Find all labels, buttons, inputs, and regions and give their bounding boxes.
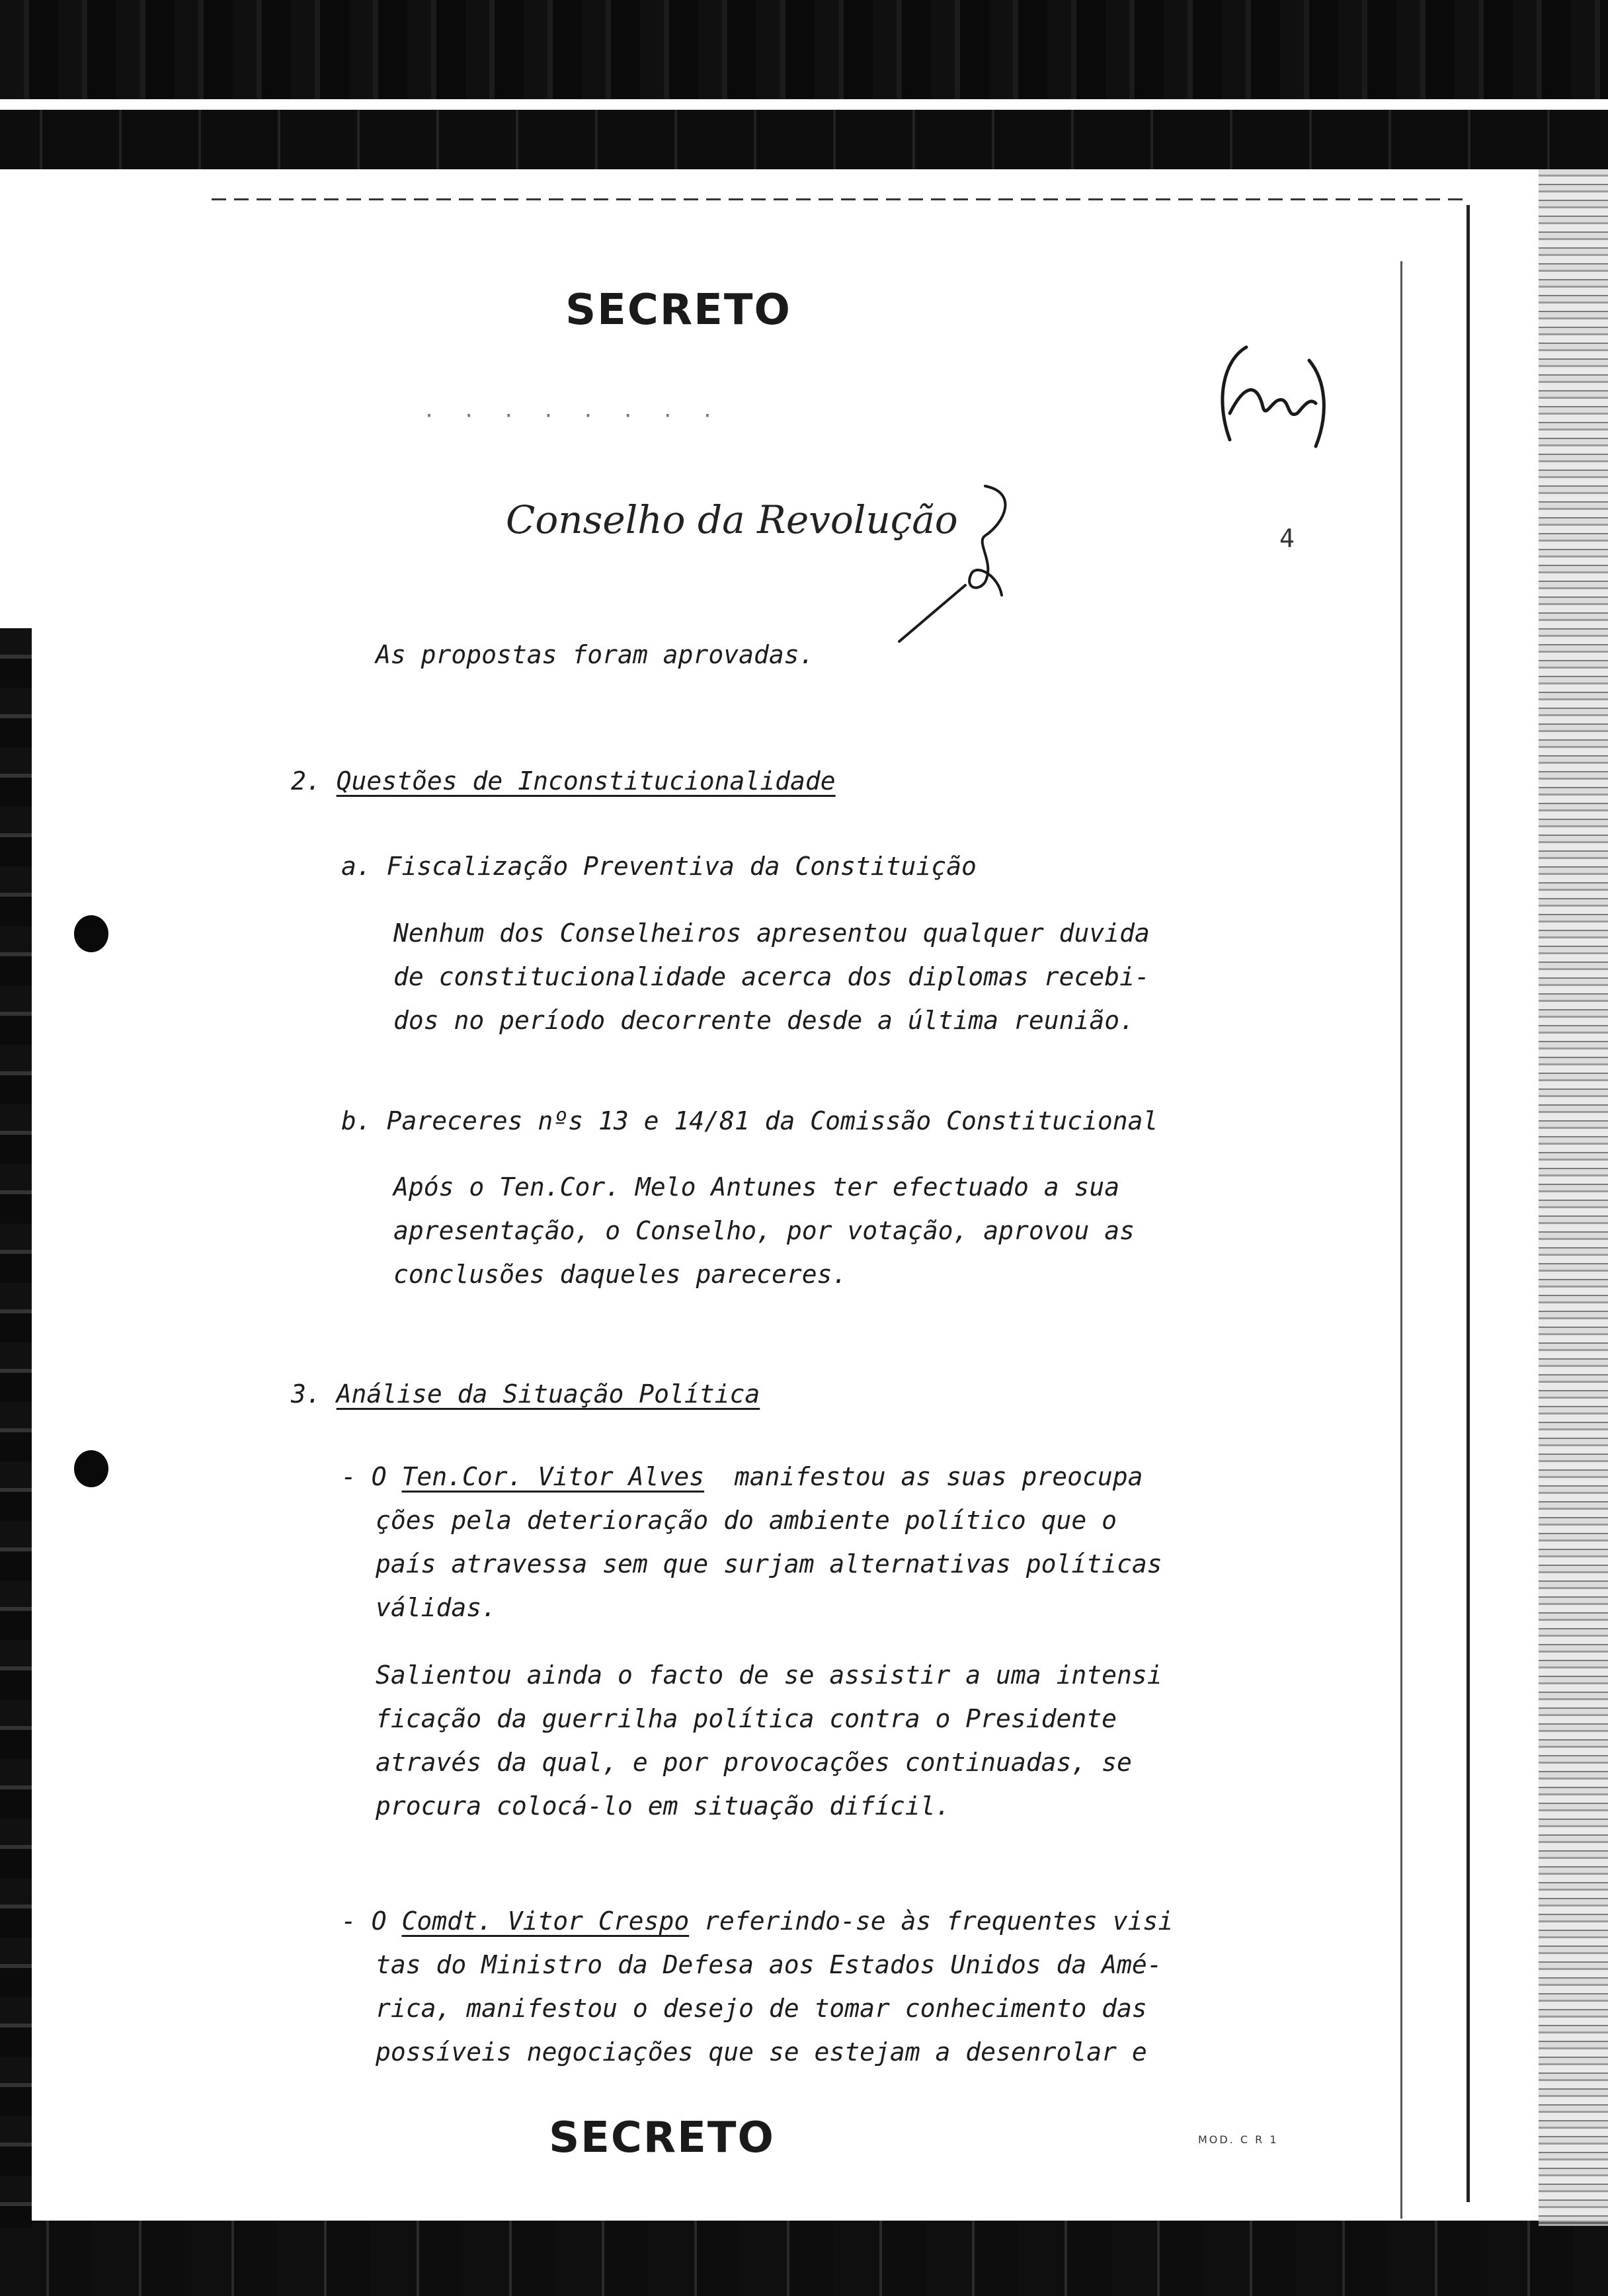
handwritten-mark-icon [1210,334,1336,456]
line-rest: referindo-se às frequentes visi [689,1906,1174,1936]
text-line: de constitucionalidade acerca dos diplomas recebi- [393,962,1150,991]
text-line: rica, manifestou o desejo de tomar conhecimento das [376,1994,1147,2023]
bullet-lead: - O [341,1906,402,1936]
line-rest: manifestou as suas preocupa [704,1462,1143,1491]
margin-rule [1400,261,1402,2219]
scan-edge-left [0,628,32,2229]
speaker-name: Comdt. Vitor Crespo [401,1906,690,1936]
text-line: tas do Ministro da Defesa aos Estados Unidos da Amé- [376,1950,1162,1979]
text-line: Após o Ten.Cor. Melo Antunes ter efectuado a sua [393,1172,1120,1202]
punch-hole-lower [74,1450,108,1487]
page-right-rule [1467,205,1470,2202]
text-line: país atravessa sem que surjam alternativas políticas [376,1549,1162,1578]
text-line: válidas. [376,1593,497,1622]
form-code: MOD. C R 1 [1198,2133,1279,2146]
punch-hole-upper [74,915,108,952]
letterhead-title: Conselho da Revolução [506,497,958,542]
subsection-2a-heading [341,844,977,888]
page-top-rule [212,198,1468,200]
classification-stamp-bottom: SECRETO [549,2113,775,2162]
scan-border-top [0,0,1608,99]
subsection-2a-label: a. [341,852,372,881]
text-line: Salientou ainda o facto de se assistir a uma intensi [376,1660,1162,1690]
classification-stamp-top: SECRETO [565,286,791,335]
section-3-paragraph-3 [341,1899,1173,2074]
subsection-2b-label: b. [341,1106,372,1135]
page-number: 4 [1279,524,1295,553]
subsection-2a-title: Fiscalização Preventiva da Constituição [386,852,977,881]
section-3-title: Análise da Situação Política [336,1379,760,1409]
text-line: ções pela deterioração do ambiente político que o [376,1506,1117,1535]
subsection-2b-title: Pareceres nºs 13 e 14/81 da Comissão Constitucional [386,1106,1158,1135]
section-3-paragraph-2 [376,1653,1162,1828]
scan-border-gap [0,99,1608,110]
text-line: apresentação, o Conselho, por votação, aprovou as [393,1216,1135,1245]
section-2-number: 2. [291,766,321,796]
text-line: conclusões daqueles pareceres. [393,1260,848,1289]
text-line: ficação da guerrilha política contra o Presidente [376,1704,1117,1733]
text-line: Nenhum dos Conselheiros apresentou qualquer duvida [393,919,1150,948]
section-3-heading [291,1372,760,1416]
section-2-title: Questões de Inconstitucionalidade [336,766,836,796]
subsection-2b-heading [341,1099,1158,1143]
scan-border-top-2 [0,110,1608,169]
section-3-number: 3. [291,1379,321,1409]
section-3-paragraph-1 [341,1455,1162,1629]
text-line: através da qual, e por provocações continuadas, se [376,1748,1132,1777]
subsection-2a-paragraph [393,911,1150,1042]
scan-noise-line: · · · · · · · · [423,405,721,428]
approval-statement: As propostas foram aprovadas. [376,640,815,669]
scan-edge-right [1539,169,1608,2226]
bullet-lead: - O [341,1462,402,1491]
text-line: dos no período decorrente desde a última reunião. [393,1006,1135,1035]
text-line: possíveis negociações que se estejam a desenrolar e [376,2037,1147,2067]
scan-border-bottom [0,2221,1608,2296]
text-line [341,1899,1173,1943]
subsection-2b-paragraph [393,1165,1135,1296]
text-line [341,1455,1162,1498]
speaker-name: Ten.Cor. Vitor Alves [401,1462,705,1491]
pen-stroke-icon [886,476,1051,648]
section-2-heading [291,759,836,803]
text-line: procura colocá-lo em situação difícil. [376,1791,951,1821]
